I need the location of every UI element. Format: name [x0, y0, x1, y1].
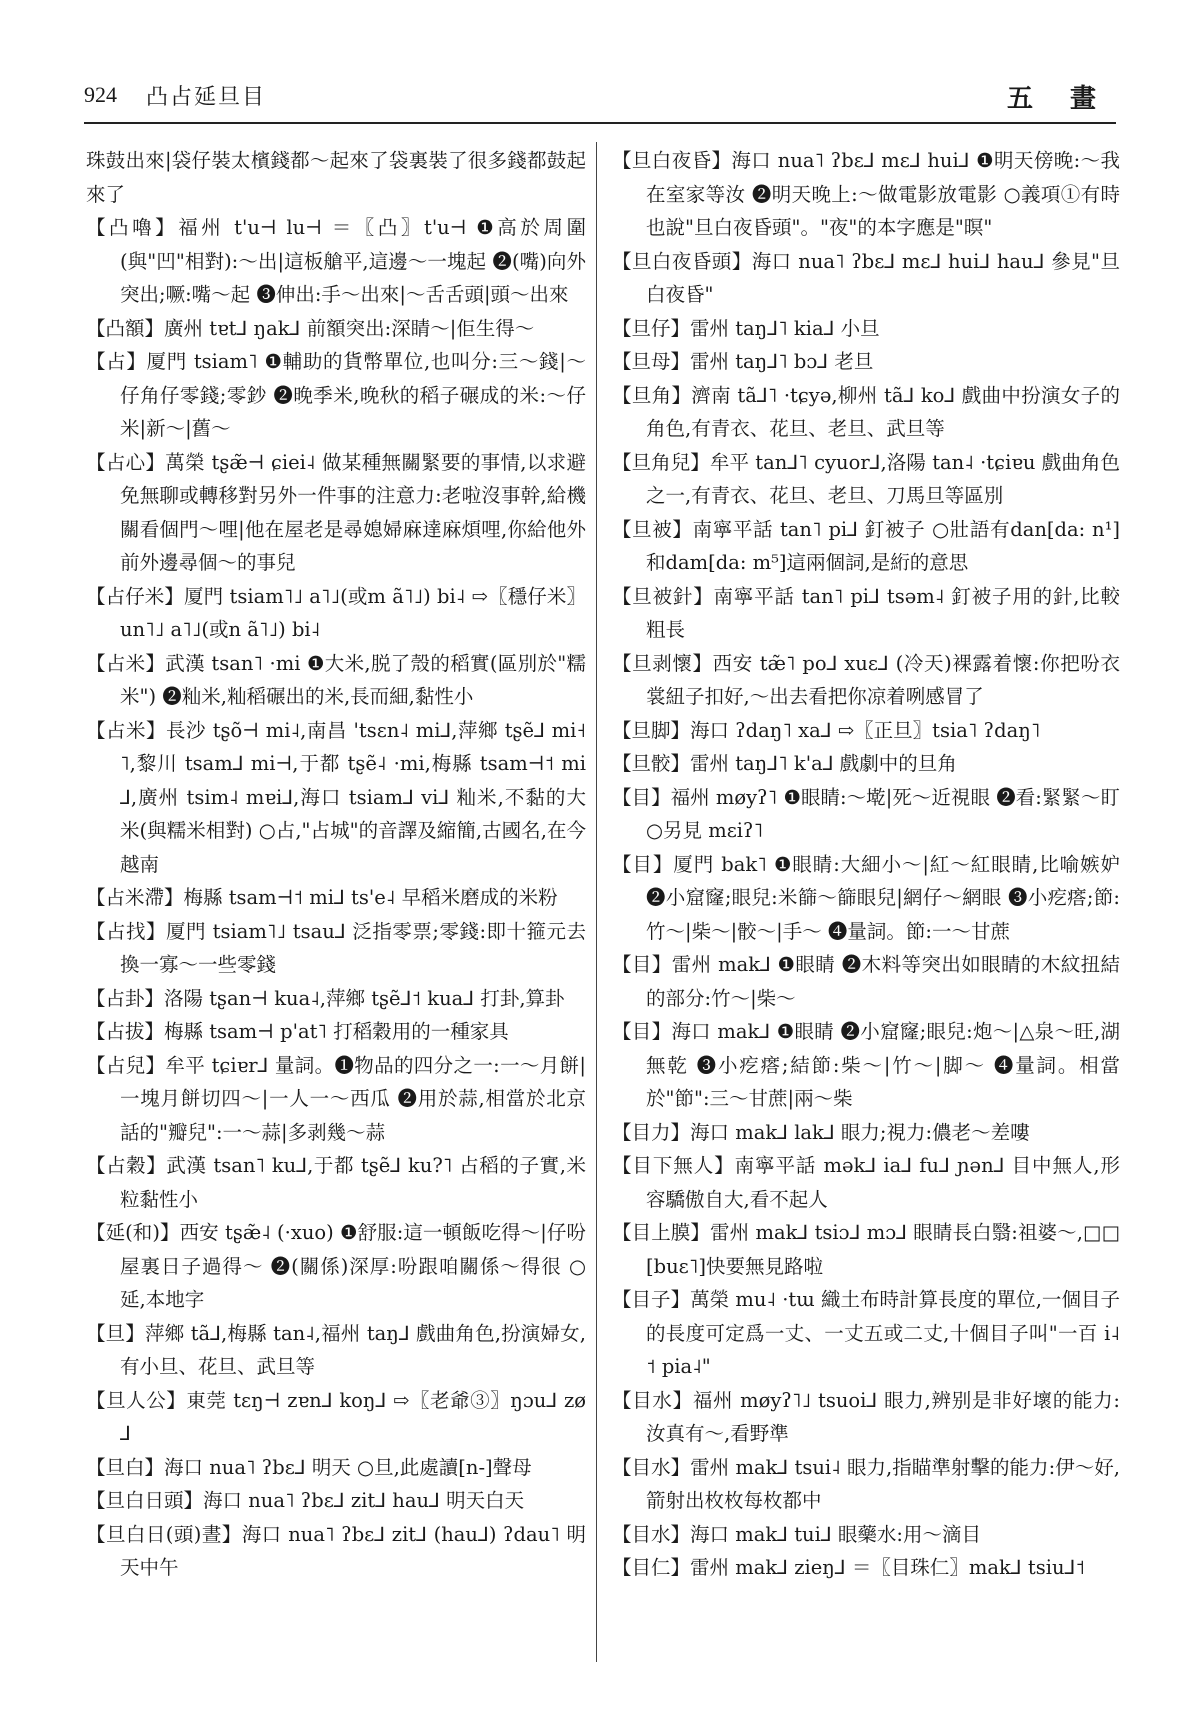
- dictionary-entry: 【目上膜】雷州 mak⅃ tsiɔ⅃ mɔ⅃ 眼睛長白翳:祖婆～,□□[buɛ˥]快要無見路啦: [612, 1221, 1120, 1278]
- dictionary-entry: 【占仔米】厦門 tsiam˥˩ a˥˩(或m ã˥˩) bi˨ ⇨〖穩仔米〗un˥˩ a˥˩(或n ã˥˩) bi˨: [86, 584, 586, 641]
- dictionary-entry: 【目水】雷州 mak⅃ tsui˨ 眼力,指瞄準射擊的能力:伊～好,箭射出枚枚每枚都中: [612, 1455, 1120, 1512]
- dictionary-entry: 【占米】武漢 tsan˥ ·mi ❶大米,脱了殼的稻實(區別於"糯米") ❷籼米,籼稻碾出的米,長而細,黏性小: [86, 651, 586, 708]
- dictionary-entry: 【目水】海口 mak⅃ tui⅃ 眼藥水:用～滴目: [612, 1522, 981, 1546]
- dictionary-entry: 【旦骹】雷州 taŋ⅃˥ k'a⅃ 戲劇中的旦角: [612, 752, 957, 775]
- dictionary-entry: 【占米】長沙 tʂõ⊣ mi˨,南昌 'tsɛn˨ mi⅃,萍鄉 tʂẽ⅃ mi˧˥,黎川 tsam⅃ mi⊣,于都 tʂẽ˨ ·mi,梅縣 tsam⊣˦ mi⅃,廣州 tsim˨ mɐi⅃,海口 tsiam⅃ vi⅃ 籼米,不黏的大米(與糯米相對) ○占,"占城"的音譯及縮簡,古國名,在今越南: [86, 718, 586, 876]
- page-header: [84, 78, 1116, 124]
- dictionary-entry: 【目】厦門 bak˥ ❶眼睛:大細小～|紅～紅眼睛,比喻嫉妒 ❷小窟窿;眼兒:米篩～篩眼兒|網仔～網眼 ❸小疙瘩;節:竹～|柴～|骹～|手～ ❹量詞。節:一～甘蔗: [612, 852, 1120, 943]
- dictionary-entry: 【凸額】廣州 tɐt⅃ ŋak⅃ 前額突出:深睛～|佢生得～: [86, 316, 535, 340]
- dictionary-entry: 【占兒】牟平 tɕiɐr⅃ 量詞。❶物品的四分之一:一～月餅|一塊月餅切四～|一人一～西瓜 ❷用於蒜,相當於北京話的"瓣兒":一～蒜|多剥幾～蒜: [86, 1053, 586, 1144]
- dictionary-entry: 【占卦】洛陽 tʂan⊣ kua˨,萍鄉 tʂẽ⅃˦ kua⅃ 打卦,算卦: [86, 986, 565, 1010]
- left-column: [86, 144, 586, 1585]
- right-column: [612, 144, 1120, 1585]
- dictionary-entry: 【旦白夜昏頭】海口 nua˥ ʔbɛ⅃ mɛ⅃ hui⅃ hau⅃ 參見"旦白夜昏": [612, 249, 1120, 306]
- dictionary-entry: 【旦脚】海口 ʔdaŋ˥ xa⅃ ⇨〖正旦〗tsia˥ ʔdaŋ˥: [612, 718, 1041, 742]
- dictionary-entry: 【旦角兒】牟平 tan⅃˥ cyuor⅃,洛陽 tan˨ ·tɕiɐu 戲曲角色之一,有青衣、花旦、老旦、刀馬旦等區別: [612, 450, 1120, 507]
- dictionary-entry: 【目力】海口 mak⅃ lak⅃ 眼力;視力:儂老～差嘍: [612, 1120, 1030, 1144]
- dictionary-entry: 【占心】萬榮 tʂæ̃⊣ ɕiei˨ 做某種無關緊要的事情,以求避免無聊或轉移對另外一件事的注意力:老啦沒事幹,給機關看個門～哩|他在屋老是尋媳婦麻達麻煩哩,你給他外前外邊尋個～的事兒: [86, 450, 586, 574]
- dictionary-entry: 【旦被】南寧平話 tan˥ pi⅃ 釘被子 ○壯語有dan[da: n¹]和dam[da: m⁵]這兩個詞,是絎的意思: [612, 517, 1120, 574]
- dictionary-entry: 【旦白日頭】海口 nua˥ ʔbɛ⅃ zit⅃ hau⅃ 明天白天: [86, 1489, 525, 1512]
- dictionary-entry: 【占】厦門 tsiam˥ ❶輔助的貨幣單位,也叫分:三～錢|～仔角仔零錢;零鈔 ❷晚季米,晚秋的稻子碾成的米:～仔米|新～|舊～: [86, 350, 586, 440]
- dictionary-entry: 【旦人公】東莞 tɛŋ⊣ zɐn⅃ koŋ⅃ ⇨〖老爺③〗ŋɔu⅃ zø⅃: [86, 1388, 586, 1445]
- dictionary-entry: 【旦剥懷】西安 tæ̃˥ po⅃ xuɛ⅃ (冷天)裸露着懷:你把吩衣裳紐子扣好,～出去看把你凉着咧感冒了: [612, 651, 1120, 708]
- dictionary-entry: 【旦母】雷州 taŋ⅃˥ bɔ⅃ 老旦: [612, 350, 874, 373]
- dictionary-entry: 【目子】萬榮 mu˨ ·tɯ 織土布時計算長度的單位,一個目子的長度可定爲一丈、一丈五或二丈,十個目子叫"一百 i˨˦ pia˨": [612, 1288, 1120, 1378]
- section-title: 五 畫: [1006, 84, 1110, 114]
- dictionary-entry: 【旦白】海口 nua˥ ʔbɛ⅃ 明天 ○旦,此處讀[n-]聲母: [86, 1455, 532, 1479]
- dictionary-entry: 【目下無人】南寧平話 mək⅃ ia⅃ fu⅃ ɲən⅃ 目中無人,形容驕傲自大,看不起人: [612, 1154, 1120, 1211]
- page-number: 924: [84, 82, 117, 107]
- dictionary-entry: 【占米滯】梅縣 tsam⊣˦ mi⅃ ts'e˨ 早稻米磨成的米粉: [86, 886, 558, 909]
- dictionary-entry: 【旦被針】南寧平話 tan˥ pi⅃ tsəm˨ 釘被子用的針,比較粗長: [612, 584, 1120, 641]
- dictionary-entry: 【凸嚕】福州 t'u⊣ lu⊣ ＝〖凸〗t'u⊣ ❶高於周圍(與"凹"相對):～出|這板艙平,這邊～一塊起 ❷(嘴)向外突出;噘:嘴～起 ❸伸出:手～出來|～舌舌頭|頭～出來: [86, 216, 586, 306]
- dictionary-entry: 【目】雷州 mak⅃ ❶眼睛 ❷木料等突出如眼睛的木紋扭結的部分:竹～|柴～: [612, 953, 1120, 1010]
- dictionary-entry: 【目仁】雷州 mak⅃ zieŋ⅃ ＝〖目珠仁〗mak⅃ tsiu⅃˦: [612, 1556, 1085, 1579]
- dictionary-entry: 【目水】福州 møyʔ˥˩ tsuoi⅃ 眼力,辨别是非好壞的能力:汝真有～,看野準: [612, 1388, 1120, 1445]
- header-characters: 凸占延旦目: [146, 85, 267, 110]
- dictionary-entry: 珠鼓出來|袋仔裝太檳錢都～起來了袋裏裝了很多錢都鼓起來了: [86, 149, 586, 206]
- dictionary-entry: 【旦角】濟南 tã⅃˥ ·tɕyə,柳州 tã⅃ ko⅃ 戲曲中扮演女子的角色,有青衣、花旦、老旦、武旦等: [612, 383, 1120, 440]
- dictionary-entry: 【旦】萍鄉 tã⅃,梅縣 tan˨,福州 taŋ⅃ 戲曲角色,扮演婦女,有小旦、花旦、武旦等: [86, 1321, 586, 1378]
- dictionary-entry: 【旦仔】雷州 taŋ⅃˥ kia⅃ 小旦: [612, 316, 880, 340]
- dictionary-entry: 【占穀】武漢 tsan˥ ku⅃,于都 tʂẽ⅃ ku?˥ 占稻的子實,米粒黏性小: [86, 1154, 586, 1211]
- dictionary-entry: 【目】海口 mak⅃ ❶眼睛 ❷小窟窿;眼兒:炮～|△泉～旺,湖無乾 ❸小疙瘩;結節:柴～|竹～|脚～ ❹量詞。相當於"節":三～甘蔗|兩～柴: [612, 1020, 1120, 1110]
- dictionary-entry: 【占拔】梅縣 tsam⊣ p'at˥ 打稻穀用的一種家具: [86, 1020, 509, 1043]
- dictionary-entry: 【旦白日(頭)晝】海口 nua˥ ʔbɛ⅃ zit⅃ (hau⅃) ʔdau˥ 明天中午: [86, 1522, 586, 1579]
- dictionary-entry: 【目】福州 møyʔ˥ ❶眼睛:～墘|死～近視眼 ❷看:緊緊～盯 ○另見 mɛiʔ˥: [612, 785, 1120, 842]
- dictionary-entry: 【旦白夜昏】海口 nua˥ ʔbɛ⅃ mɛ⅃ hui⅃ ❶明天傍晚:～我在室家等汝 ❷明天晚上:～做電影放電影 ○義項①有時也說"旦白夜昏頭"。"夜"的本字應是"暝": [612, 149, 1120, 239]
- dictionary-entry: 【占找】厦門 tsiam˥˩ tsau⅃ 泛指零票;零錢:即十箍元去換一寡～一些零錢: [86, 919, 586, 976]
- column-divider: [596, 142, 597, 1662]
- dictionary-entry: 【延(和)】西安 tʂæ̃˨ (·xuo) ❶舒服:這一頓飯吃得～|仔吩屋裏日子過得～ ❷(關係)深厚:吩跟咱關係～得很 ○延,本地字: [86, 1221, 586, 1311]
